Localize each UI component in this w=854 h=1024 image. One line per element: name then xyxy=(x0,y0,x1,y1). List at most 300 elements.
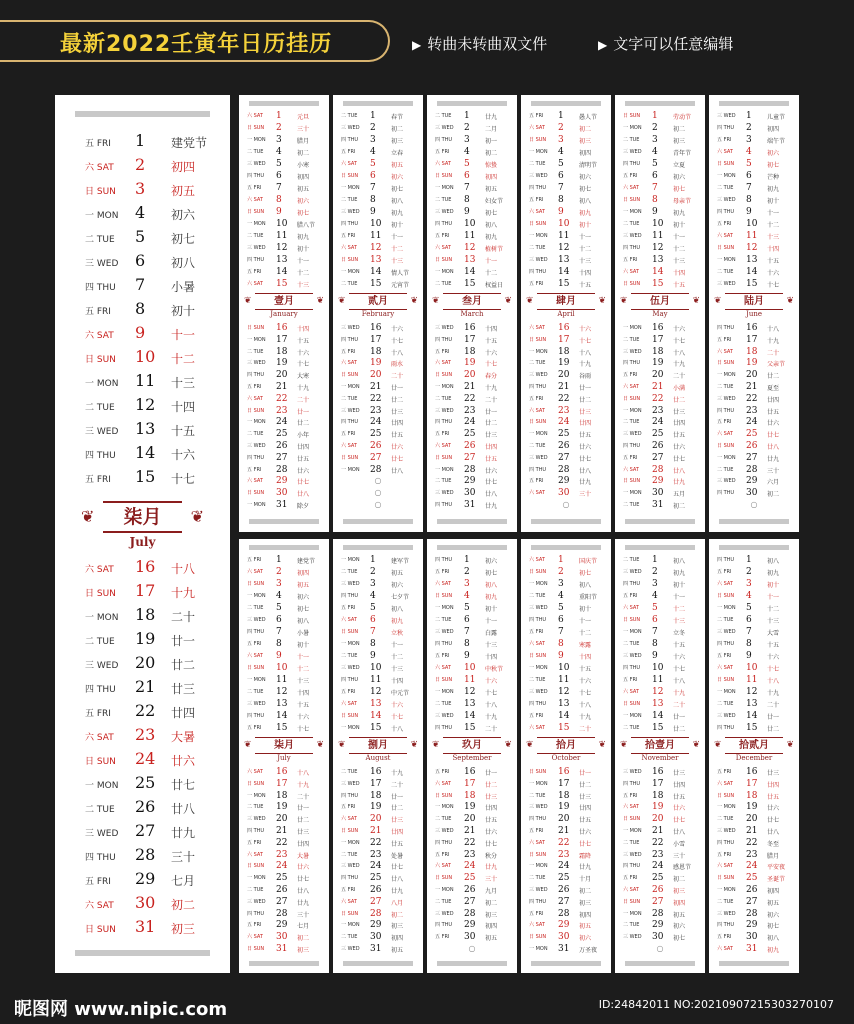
day-row xyxy=(427,453,517,465)
weekday-label: 二 TUE xyxy=(623,641,640,647)
day-number: 21 xyxy=(464,826,476,836)
weekday-label: 二 TUE xyxy=(717,701,734,707)
flourish-left-icon: ❦ xyxy=(338,296,346,306)
day-row xyxy=(709,279,799,291)
weekday-label: 二 TUE xyxy=(529,161,546,167)
weekday-label: 三 WED xyxy=(435,325,454,331)
weekday-label: 五 FRI xyxy=(435,149,450,155)
weekday-label: 五 FRI xyxy=(623,593,638,599)
day-number: 11 xyxy=(652,675,664,685)
day-number: 10 xyxy=(276,663,288,673)
day-number: 26 xyxy=(652,885,664,895)
day-number: 3 xyxy=(135,179,146,198)
day-number: 15 xyxy=(276,723,288,733)
weekday-label: 五 FRI xyxy=(341,431,356,438)
day-number: 8 xyxy=(558,639,564,649)
lunar-label: 建党节 xyxy=(297,558,316,565)
weekday-label: 四 THU xyxy=(247,454,265,461)
lunar-label: 十七 xyxy=(391,714,404,721)
weekday-label: 三 WED xyxy=(529,689,548,695)
weekday-label: 二 TUE xyxy=(717,816,734,823)
weekday-label: 二 TUE xyxy=(623,557,640,563)
lunar-label: 十九 xyxy=(171,586,196,600)
weekday-label: 二 TUE xyxy=(341,395,358,402)
weekday-label: 三 WED xyxy=(717,910,736,917)
day-row xyxy=(521,255,611,267)
month-name-en: May xyxy=(652,310,668,318)
weekday-label: 六 SAT xyxy=(341,360,357,367)
month-header xyxy=(333,293,423,319)
lunar-label: 初十 xyxy=(391,222,404,229)
day-number: 13 xyxy=(370,255,382,265)
day-number: 14 xyxy=(746,267,758,277)
lunar-label: 初三 xyxy=(391,923,404,931)
day-number: 27 xyxy=(464,896,476,907)
flourish-right-icon: ❦ xyxy=(504,740,512,750)
lunar-label: 十八 xyxy=(171,562,196,576)
weekday-label: 五 FRI xyxy=(247,725,262,731)
day-number: 11 xyxy=(746,675,758,685)
lunar-label: 初八 xyxy=(391,198,404,205)
day-row xyxy=(239,663,329,675)
weekday-label: 日 SUN xyxy=(529,851,547,858)
day-row xyxy=(709,615,799,627)
lunar-label: 廿三 xyxy=(171,682,196,696)
lunar-label: 廿四 xyxy=(767,781,780,789)
weekday-label: 五 FRI xyxy=(341,348,356,355)
day-number: 3 xyxy=(370,579,376,589)
month-strip xyxy=(521,539,611,973)
lunar-label: 二十 xyxy=(767,702,780,709)
day-number: 30 xyxy=(135,893,156,912)
weekday-label: 一 MON xyxy=(623,407,642,414)
empty-day-icon: ○ xyxy=(750,500,758,509)
weekday-label: 五 FRI xyxy=(85,139,111,149)
month-header xyxy=(521,293,611,319)
day-row xyxy=(239,279,329,291)
day-number: 10 xyxy=(746,663,758,673)
weekday-label: 六 SAT xyxy=(717,665,733,671)
weekday-label: 六 SAT xyxy=(717,946,733,952)
lunar-label: 初三 xyxy=(391,138,404,145)
lunar-label: 十五 xyxy=(767,642,780,649)
weekday-label: 二 TUE xyxy=(623,725,640,731)
day-number: 26 xyxy=(464,885,476,895)
day-row xyxy=(427,615,517,627)
weekday-label: 三 WED xyxy=(247,816,266,823)
day-number: 3 xyxy=(464,579,470,589)
lunar-label: 六月 xyxy=(767,479,780,487)
day-row xyxy=(427,711,517,723)
day-row xyxy=(239,779,329,791)
day-number: 5 xyxy=(135,227,146,246)
lunar-label: 廿三 xyxy=(579,793,592,801)
weekday-label: 三 WED xyxy=(341,780,360,787)
lunar-label: 初六 xyxy=(579,935,592,943)
day-row xyxy=(239,243,329,255)
day-number: 24 xyxy=(558,417,570,428)
lunar-label: 腊八节 xyxy=(297,222,316,229)
day-row xyxy=(55,347,230,371)
day-row xyxy=(239,111,329,123)
day-number: 7 xyxy=(370,183,376,193)
weekday-label: 五 FRI xyxy=(717,336,732,343)
day-row xyxy=(55,869,230,893)
lunar-label: 十六 xyxy=(579,326,592,333)
day-row xyxy=(615,615,705,627)
day-number: 15 xyxy=(464,723,476,733)
flourish-right-icon: ❦ xyxy=(504,296,512,306)
day-row xyxy=(427,591,517,603)
day-number: 15 xyxy=(464,279,476,289)
lunar-label: 立夏 xyxy=(673,162,686,169)
weekday-label: 四 THU xyxy=(341,221,359,227)
lunar-label: 初九 xyxy=(391,618,404,625)
day-number: 18 xyxy=(464,790,476,801)
lunar-label: 七月 xyxy=(171,874,196,888)
day-number: 24 xyxy=(652,861,664,872)
top-rod xyxy=(343,545,413,550)
weekday-label: 三 WED xyxy=(717,197,736,203)
weekday-label: 六 SAT xyxy=(529,125,545,131)
lunar-label: 三十 xyxy=(579,491,592,499)
weekday-label: 一 MON xyxy=(529,431,548,438)
day-number: 10 xyxy=(464,663,476,673)
day-number: 12 xyxy=(464,687,476,697)
lunar-label: 植树节 xyxy=(485,246,504,253)
lunar-label: 初五 xyxy=(767,899,780,907)
weekday-label: 五 FRI xyxy=(717,769,732,775)
day-row xyxy=(239,567,329,579)
day-row xyxy=(333,243,423,255)
day-row xyxy=(615,465,705,477)
lunar-label: 初十 xyxy=(673,222,686,229)
day-row xyxy=(521,231,611,243)
weekday-label: 四 THU xyxy=(341,419,359,426)
weekday-label: 二 TUE xyxy=(623,922,640,929)
weekday-label: 四 THU xyxy=(435,336,453,343)
day-row xyxy=(615,651,705,663)
lunar-label: 十九 xyxy=(485,385,498,392)
day-number: 21 xyxy=(558,826,570,836)
weekday-label: 四 THU xyxy=(717,125,735,131)
weekday-label: 二 TUE xyxy=(435,395,452,402)
weekday-label: 一 MON xyxy=(717,804,736,811)
day-number: 25 xyxy=(464,873,476,884)
day-row xyxy=(333,171,423,183)
lunar-label: 初二 xyxy=(391,911,404,919)
lunar-label: 七夕节 xyxy=(391,594,410,601)
day-row xyxy=(239,335,329,347)
weekday-label: 四 THU xyxy=(435,557,453,563)
lunar-label: 十八 xyxy=(673,678,686,685)
day-row xyxy=(427,567,517,579)
day-row xyxy=(521,123,611,135)
weekday-label: 四 THU xyxy=(529,898,547,905)
weekday-label: 日 SUN xyxy=(435,677,453,683)
day-row xyxy=(333,555,423,567)
weekday-label: 六 SAT xyxy=(341,898,357,905)
lunar-label: 廿二 xyxy=(673,396,686,404)
weekday-label: 五 FRI xyxy=(529,395,544,402)
day-number: 1 xyxy=(746,111,752,121)
lunar-label: 二十 xyxy=(673,702,686,709)
lunar-label: 十八 xyxy=(579,349,592,357)
lunar-label: 妇女节 xyxy=(485,198,504,205)
lunar-label: 十三 xyxy=(297,282,310,289)
day-row xyxy=(521,147,611,159)
day-number: 20 xyxy=(370,370,382,381)
weekday-label: 一 MON xyxy=(717,173,736,179)
flourish-right-icon: ❦ xyxy=(692,740,700,750)
day-number: 1 xyxy=(135,131,146,150)
weekday-label: 五 FRI xyxy=(623,875,638,882)
weekday-label: 四 THU xyxy=(529,384,547,390)
lunar-label: 十七 xyxy=(171,472,196,486)
lunar-label: 春节 xyxy=(391,114,404,121)
weekday-label: 日 SUN xyxy=(529,934,547,941)
day-row xyxy=(615,627,705,639)
lunar-label: 十一 xyxy=(171,328,196,342)
lunar-label: 十一 xyxy=(391,234,404,241)
day-row xyxy=(55,557,230,581)
day-row xyxy=(427,231,517,243)
weekday-label: 四 THU xyxy=(623,443,641,449)
day-number: 19 xyxy=(464,358,476,369)
day-number: 3 xyxy=(464,135,470,145)
lunar-label: 愚人节 xyxy=(579,114,598,121)
day-row xyxy=(521,347,611,359)
day-number: 12 xyxy=(276,243,288,253)
weekday-label: 一 MON xyxy=(529,233,548,239)
day-number: 4 xyxy=(135,203,146,222)
day-row xyxy=(427,723,517,735)
lunar-label: 十八 xyxy=(297,770,310,777)
weekday-label: 二 TUE xyxy=(341,769,358,775)
lunar-label: 十一 xyxy=(673,234,686,241)
weekday-label: 一 MON xyxy=(341,725,360,731)
day-number: 9 xyxy=(370,207,376,217)
lunar-label: 廿八 xyxy=(297,888,310,895)
day-row xyxy=(427,767,517,779)
weekday-label: 六 SAT xyxy=(623,887,639,893)
day-number: 29 xyxy=(746,920,758,931)
day-number: 13 xyxy=(558,699,570,709)
weekday-label: 四 THU xyxy=(623,780,641,787)
weekday-label: 一 MON xyxy=(247,221,266,227)
month-name-cn: 伍月 xyxy=(631,293,689,310)
day-number: 7 xyxy=(464,183,470,193)
day-number: 3 xyxy=(746,135,752,145)
lunar-label: 廿二 xyxy=(579,781,592,789)
weekday-label: 四 THU xyxy=(85,451,116,461)
day-row xyxy=(709,850,799,862)
day-number: 17 xyxy=(135,581,156,600)
day-row xyxy=(615,920,705,932)
weekday-label: 六 SAT xyxy=(341,245,357,251)
day-row xyxy=(521,651,611,663)
day-number: 25 xyxy=(652,873,664,884)
day-row xyxy=(239,207,329,219)
empty-day-icon: ○ xyxy=(374,476,382,486)
weekday-label: 二 TUE xyxy=(435,478,452,485)
day-row xyxy=(239,639,329,651)
lunar-label: 二月 xyxy=(485,126,498,133)
day-row xyxy=(239,615,329,627)
day-number: 9 xyxy=(558,207,564,217)
weekday-label: 一 MON xyxy=(623,209,642,215)
day-row xyxy=(239,826,329,838)
day-number: 22 xyxy=(464,393,476,404)
weekday-label: 三 WED xyxy=(435,490,454,497)
day-row xyxy=(709,406,799,418)
weekday-label: 四 THU xyxy=(85,685,116,695)
lunar-label: 廿九 xyxy=(391,888,404,895)
day-row xyxy=(239,802,329,814)
month-name-cn: 壹月 xyxy=(255,293,313,310)
lunar-label: 十四 xyxy=(673,270,686,277)
lunar-label: 初五 xyxy=(673,911,686,919)
lunar-label: 十一 xyxy=(297,258,310,265)
weekday-label: 二 TUE xyxy=(247,149,264,155)
day-number: 29 xyxy=(558,476,570,487)
weekday-label: 六 SAT xyxy=(247,569,263,575)
lunar-label: 七月 xyxy=(297,923,310,931)
bottom-rod xyxy=(531,519,601,524)
day-row xyxy=(427,279,517,291)
month-name-en: March xyxy=(460,310,484,318)
weekday-label: 四 THU xyxy=(341,593,359,599)
weekday-label: 二 TUE xyxy=(529,593,546,599)
day-number: 20 xyxy=(276,370,288,381)
lunar-label: 清明节 xyxy=(579,162,598,169)
weekday-label: 二 TUE xyxy=(85,235,115,245)
day-row xyxy=(521,639,611,651)
day-number: 19 xyxy=(652,802,664,813)
day-row xyxy=(709,675,799,687)
weekday-label: 五 FRI xyxy=(435,233,450,239)
day-row xyxy=(333,123,423,135)
weekday-label: 四 THU xyxy=(341,792,359,799)
lunar-label: 十六 xyxy=(579,678,592,685)
lunar-label: 初七 xyxy=(767,162,780,169)
lunar-label: 冬至 xyxy=(767,840,780,848)
day-number: 8 xyxy=(135,299,146,318)
lunar-label: 十四 xyxy=(767,246,780,253)
day-row xyxy=(615,255,705,267)
day-row xyxy=(239,603,329,615)
day-row xyxy=(239,767,329,779)
day-row xyxy=(427,394,517,406)
day-number: 10 xyxy=(558,663,570,673)
month-header xyxy=(709,293,799,319)
weekday-label: 五 FRI xyxy=(623,257,638,263)
day-row xyxy=(55,371,230,395)
weekday-label: 五 FRI xyxy=(247,269,262,275)
day-row xyxy=(55,275,230,299)
weekday-label: 二 TUE xyxy=(435,816,452,823)
lunar-label: 十四 xyxy=(391,678,404,685)
lunar-label: 廿九 xyxy=(485,114,498,121)
weekday-label: 三 WED xyxy=(341,325,360,331)
day-number: 25 xyxy=(276,873,288,884)
day-number: 6 xyxy=(370,615,376,625)
day-row xyxy=(427,183,517,195)
day-number: 8 xyxy=(746,195,752,205)
day-number: 22 xyxy=(746,393,758,404)
day-number: 17 xyxy=(652,778,664,789)
weekday-label: 五 FRI xyxy=(435,569,450,575)
day-number: 28 xyxy=(370,908,382,919)
day-number: 24 xyxy=(652,417,664,428)
day-row xyxy=(521,358,611,370)
weekday-label: 三 WED xyxy=(247,443,266,449)
day-row xyxy=(709,147,799,159)
day-row xyxy=(521,111,611,123)
month-header xyxy=(521,737,611,763)
day-number: 6 xyxy=(652,171,658,181)
day-row xyxy=(333,335,423,347)
day-row xyxy=(615,838,705,850)
lunar-label: 廿四 xyxy=(673,781,686,789)
weekday-label: 五 FRI xyxy=(717,851,732,858)
day-row xyxy=(333,441,423,453)
lunar-label: 十二 xyxy=(673,606,686,613)
day-row xyxy=(239,159,329,171)
lunar-label: 十三 xyxy=(673,618,686,625)
lunar-label: 十六 xyxy=(391,326,404,333)
weekday-label: 二 TUE xyxy=(247,689,264,695)
lunar-label: 廿二 xyxy=(297,817,310,825)
weekday-label: 二 TUE xyxy=(247,233,264,239)
empty-day-icon: ○ xyxy=(656,944,664,953)
weekday-label: 一 MON xyxy=(717,257,736,263)
lunar-label: 父亲节 xyxy=(767,361,786,369)
month-header xyxy=(239,737,329,763)
day-number: 5 xyxy=(370,603,376,613)
day-row xyxy=(333,723,423,735)
day-row xyxy=(333,135,423,147)
lunar-label: 十六 xyxy=(171,448,196,462)
day-row xyxy=(709,358,799,370)
day-row xyxy=(709,159,799,171)
weekday-label: 六 SAT xyxy=(529,325,545,331)
weekday-label: 三 WED xyxy=(529,887,548,893)
lunar-label: 廿九 xyxy=(485,503,498,510)
lunar-label: 廿一 xyxy=(391,385,404,392)
top-rod xyxy=(531,545,601,550)
day-row xyxy=(427,358,517,370)
day-row xyxy=(615,123,705,135)
weekday-label: 一 MON xyxy=(341,384,360,390)
weekday-label: 三 WED xyxy=(623,769,642,775)
day-row xyxy=(239,394,329,406)
weekday-label: 五 FRI xyxy=(85,307,111,317)
weekday-label: 三 WED xyxy=(529,372,548,379)
day-number: 13 xyxy=(746,699,758,709)
month-header xyxy=(427,737,517,763)
day-number: 4 xyxy=(746,591,752,601)
weekday-label: 日 SUN xyxy=(247,581,265,587)
day-number: 13 xyxy=(652,255,664,265)
day-row xyxy=(239,885,329,897)
lunar-label: 十四 xyxy=(579,654,592,661)
lunar-label: 十三 xyxy=(767,618,780,625)
weekday-label: 六 SAT xyxy=(435,245,451,251)
lunar-label: 初四 xyxy=(391,935,404,943)
day-number: 1 xyxy=(464,111,470,121)
day-row xyxy=(615,243,705,255)
